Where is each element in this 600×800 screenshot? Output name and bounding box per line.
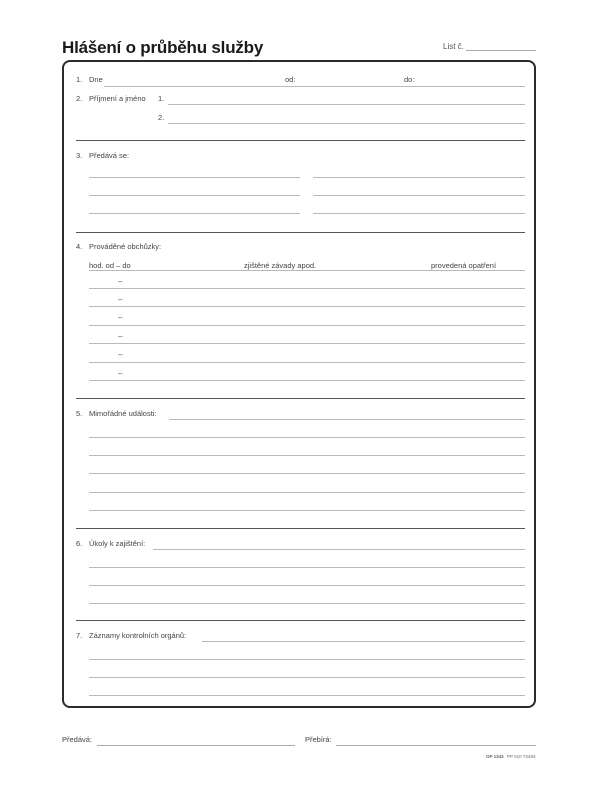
section-divider xyxy=(76,528,525,529)
events-field[interactable] xyxy=(89,510,525,511)
inspection-records-label: Záznamy kontrolních orgánů: xyxy=(89,631,187,640)
tasks-field[interactable] xyxy=(89,567,525,568)
inspection-field[interactable] xyxy=(89,677,525,678)
extraordinary-events-label: Mimořádné události: xyxy=(89,409,157,418)
form-title: Hlášení o průběhu služby xyxy=(62,38,264,57)
tasks-field[interactable] xyxy=(89,603,525,604)
section-6-number: 6. xyxy=(76,539,83,548)
patrol-row-field[interactable] xyxy=(89,306,525,307)
section-divider xyxy=(76,620,525,621)
sheet-number-label: List č. xyxy=(443,42,464,51)
patrol-header-line xyxy=(89,270,525,271)
inspection-field-1[interactable] xyxy=(202,641,525,642)
section-1-number: 1. xyxy=(76,75,83,84)
section-5-number: 5. xyxy=(76,409,83,418)
patrol-dash: – xyxy=(118,350,123,359)
patrol-dash: – xyxy=(118,332,123,341)
takes-over-signature-field[interactable] xyxy=(336,745,536,746)
patrol-row-field[interactable] xyxy=(89,380,525,381)
patrol-row-field[interactable] xyxy=(89,325,525,326)
form-frame xyxy=(62,60,536,708)
form-code-secondary: PP 010 73483 xyxy=(507,754,536,759)
events-field-1[interactable] xyxy=(169,419,525,420)
handed-over-field-left-2[interactable] xyxy=(89,195,300,196)
events-field[interactable] xyxy=(89,492,525,493)
tasks-field-1[interactable] xyxy=(153,549,525,550)
patrol-dash: – xyxy=(118,295,123,304)
patrol-dash: – xyxy=(118,313,123,322)
handed-over-field-left-1[interactable] xyxy=(89,177,300,178)
section-7-number: 7. xyxy=(76,631,83,640)
handed-over-field-right-1[interactable] xyxy=(313,177,525,178)
tasks-label: Úkoly k zajištění: xyxy=(89,539,146,548)
column-actions: provedená opatření xyxy=(431,261,497,270)
patrol-dash: – xyxy=(118,277,123,286)
form-code: OP 1343 xyxy=(486,754,504,759)
patrol-row-field[interactable] xyxy=(89,343,525,344)
patrol-row-field[interactable] xyxy=(89,362,525,363)
takes-over-label: Přebírá: xyxy=(305,735,332,744)
date-field[interactable] xyxy=(104,86,525,87)
column-time: hod. od – do xyxy=(89,261,131,270)
section-divider xyxy=(76,398,525,399)
date-label: Dne xyxy=(89,75,103,84)
events-field[interactable] xyxy=(89,473,525,474)
name-field-1[interactable] xyxy=(168,104,525,105)
events-field[interactable] xyxy=(89,455,525,456)
handed-over-field-left-3[interactable] xyxy=(89,213,300,214)
tasks-field[interactable] xyxy=(89,585,525,586)
name-line-1-number: 1. xyxy=(158,94,165,103)
name-field-2[interactable] xyxy=(168,123,525,124)
name-line-2-number: 2. xyxy=(158,113,165,122)
section-3-number: 3. xyxy=(76,151,83,160)
from-label: od: xyxy=(285,75,296,84)
column-defects: zjištěné závady apod. xyxy=(244,261,317,270)
name-label: Příjmení a jméno xyxy=(89,94,146,103)
hands-over-label: Předává: xyxy=(62,735,93,744)
section-2-number: 2. xyxy=(76,94,83,103)
sheet-number-field[interactable] xyxy=(466,42,536,51)
handed-over-label: Předává se: xyxy=(89,151,130,160)
inspection-field[interactable] xyxy=(89,659,525,660)
sheet-number xyxy=(443,42,536,51)
to-label: do: xyxy=(404,75,415,84)
patrols-label: Prováděné obchůzky: xyxy=(89,242,162,251)
inspection-field[interactable] xyxy=(89,695,525,696)
events-field[interactable] xyxy=(89,437,525,438)
handed-over-field-right-3[interactable] xyxy=(313,213,525,214)
patrol-dash: – xyxy=(118,369,123,378)
section-divider xyxy=(76,140,525,141)
section-divider xyxy=(76,232,525,233)
handed-over-field-right-2[interactable] xyxy=(313,195,525,196)
hands-over-signature-field[interactable] xyxy=(97,745,295,746)
section-4-number: 4. xyxy=(76,242,83,251)
patrol-row-field[interactable] xyxy=(89,288,525,289)
